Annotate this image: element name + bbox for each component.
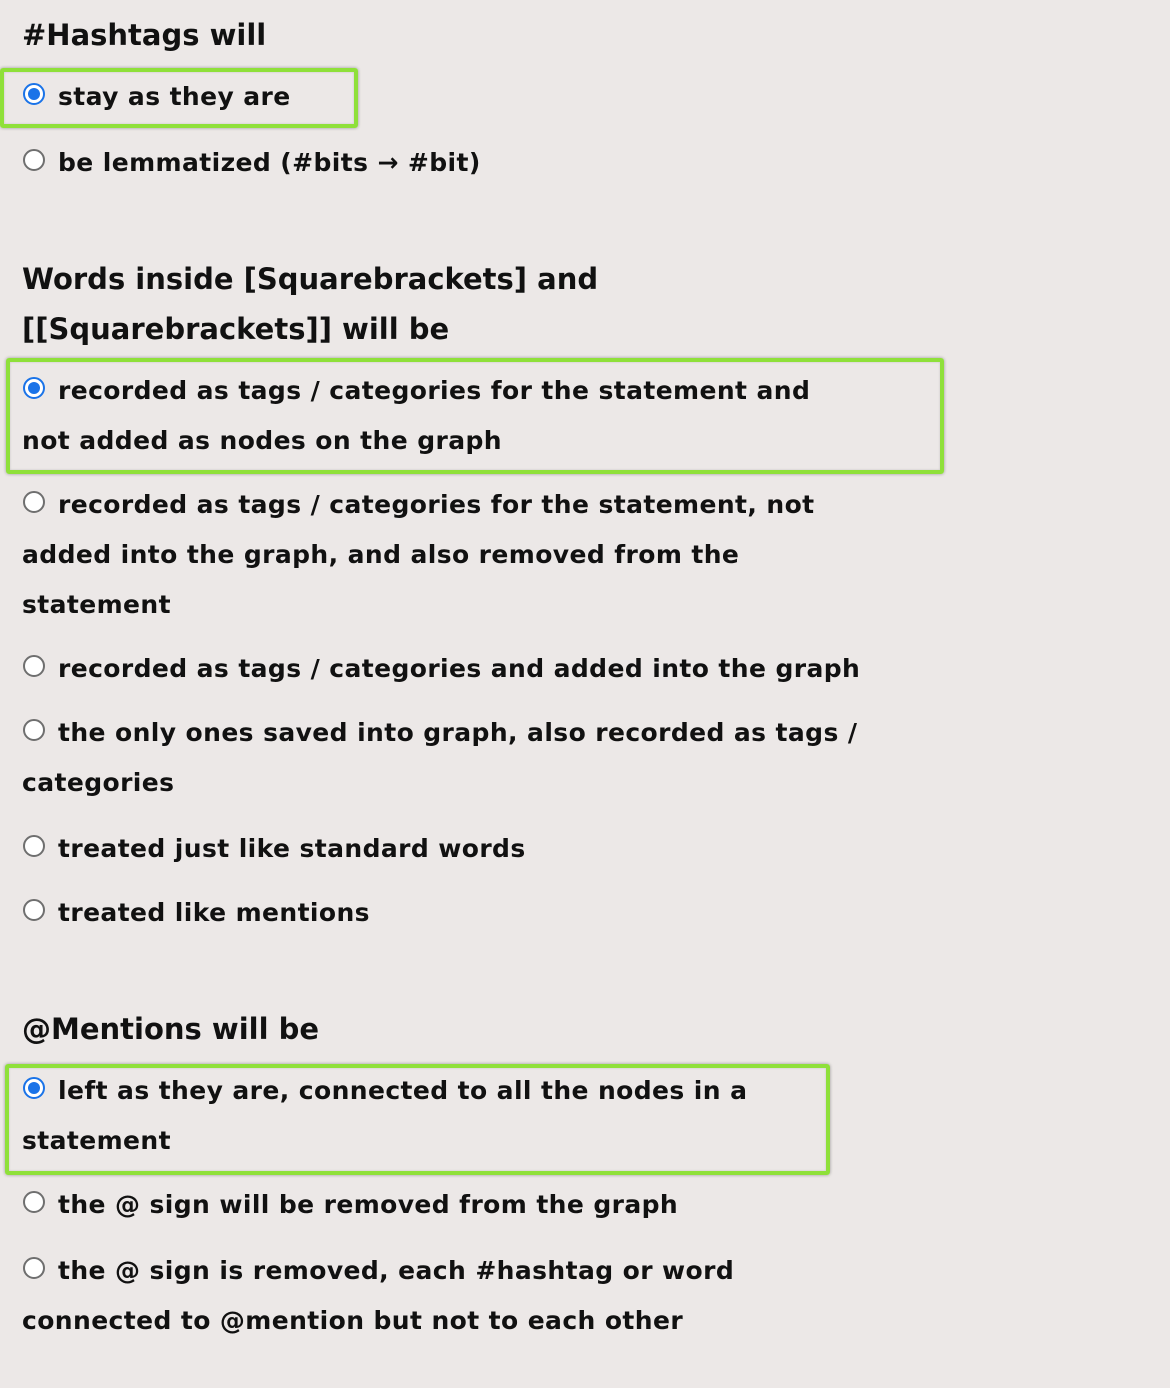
brackets-option-tags-removed-line-3: statement	[22, 590, 171, 619]
brackets-option-like-mentions-label: treated like mentions	[58, 898, 370, 927]
mentions-option-left-as-is-line-2: statement	[22, 1126, 171, 1155]
mentions-option-sign-removed-label: the @ sign will be removed from the graph	[58, 1190, 679, 1219]
brackets-option-only-ones-line-1: the only ones saved into graph, also recorded as tags /	[58, 718, 858, 747]
mentions-option-sign-removed-connected-line-1: the @ sign is removed, each #hashtag or word	[58, 1256, 735, 1285]
brackets-option-tags-removed-line-2: added into the graph, and also removed from the	[22, 540, 740, 569]
mentions-option-sign-removed-connected-line-2: connected to @mention but not to each other	[22, 1306, 684, 1335]
hashtags-option-stay-label: stay as they are	[58, 82, 291, 111]
hashtags-radio-stay[interactable]	[23, 83, 45, 105]
mentions-radio-sign-removed-connected[interactable]	[23, 1257, 45, 1279]
mentions-radio-left-as-is[interactable]	[23, 1077, 45, 1099]
brackets-radio-like-mentions[interactable]	[23, 899, 45, 921]
mentions-radio-sign-removed[interactable]	[23, 1191, 45, 1213]
mentions-option-left-as-is-line-1: left as they are, connected to all the nodes in a	[58, 1076, 748, 1105]
brackets-heading-line-1: Words inside [Squarebrackets] and	[22, 262, 599, 296]
brackets-option-tags-added-label: recorded as tags / categories and added into the graph	[58, 654, 861, 683]
brackets-option-tags-removed-line-1: recorded as tags / categories for the statement, not	[58, 490, 815, 519]
brackets-radio-tags-not-nodes[interactable]	[23, 377, 45, 399]
brackets-option-standard-words-label: treated just like standard words	[58, 834, 526, 863]
brackets-radio-only-ones[interactable]	[23, 719, 45, 741]
brackets-radio-tags-removed[interactable]	[23, 491, 45, 513]
hashtags-radio-lemmatize[interactable]	[23, 149, 45, 171]
hashtags-heading: #Hashtags will	[22, 18, 267, 52]
brackets-radio-tags-added[interactable]	[23, 655, 45, 677]
brackets-radio-standard-words[interactable]	[23, 835, 45, 857]
brackets-option-tags-not-nodes-line-2: not added as nodes on the graph	[22, 426, 502, 455]
brackets-heading-line-2: [[Squarebrackets]] will be	[22, 312, 450, 346]
brackets-option-tags-not-nodes-line-1: recorded as tags / categories for the statement and	[58, 376, 811, 405]
brackets-option-only-ones-line-2: categories	[22, 768, 175, 797]
hashtags-option-lemmatize-label: be lemmatized (#bits → #bit)	[58, 148, 481, 177]
mentions-heading: @Mentions will be	[22, 1012, 320, 1046]
